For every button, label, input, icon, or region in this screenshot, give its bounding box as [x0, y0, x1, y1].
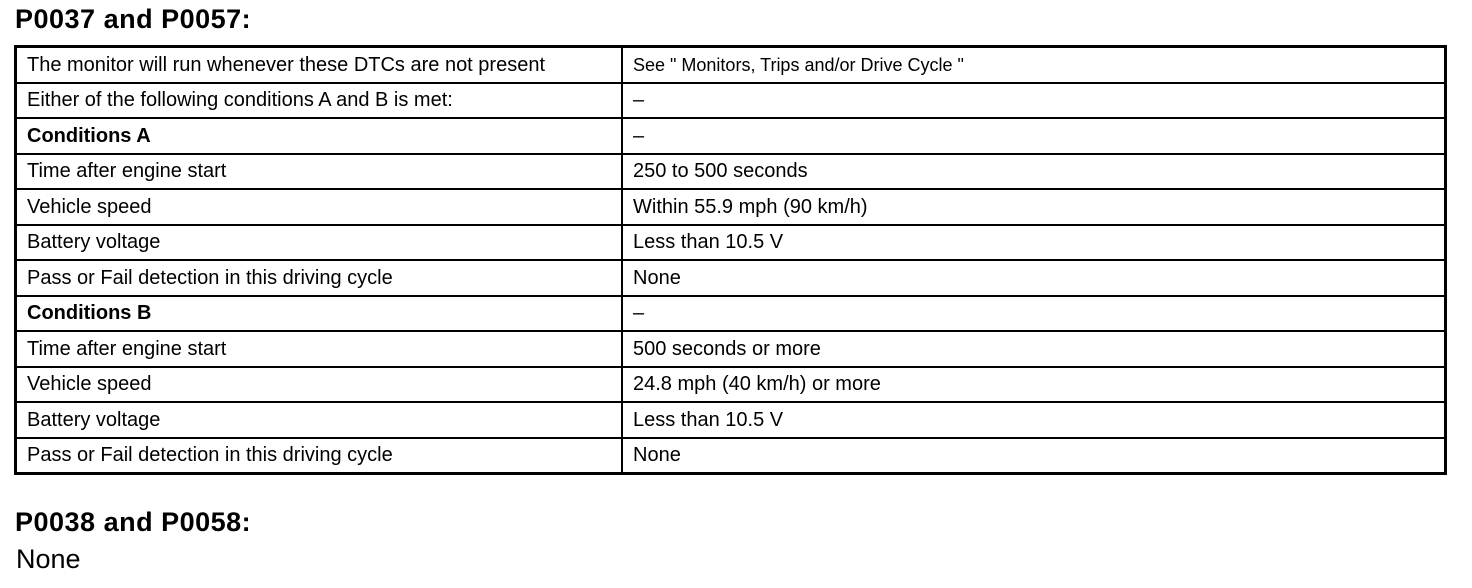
conditions-table [14, 45, 1447, 475]
condition-value-cell: Within 55.9 mph (90 km/h) [622, 189, 1446, 225]
conditions-table-body [16, 47, 1446, 474]
condition-label-cell: Either of the following conditions A and B is met: [16, 83, 623, 119]
table-row [16, 225, 1446, 261]
table-row [16, 331, 1446, 367]
condition-value-cell: None [622, 260, 1446, 296]
condition-label-cell: Pass or Fail detection in this driving cycle [16, 438, 623, 474]
table-row [16, 438, 1446, 474]
table-row [16, 296, 1446, 332]
table-row [16, 83, 1446, 119]
condition-value-cell: Less than 10.5 V [622, 225, 1446, 261]
condition-label-cell: Battery voltage [16, 225, 623, 261]
table-row [16, 189, 1446, 225]
condition-value-cell: 500 seconds or more [622, 331, 1446, 367]
condition-value-cell: 250 to 500 seconds [622, 154, 1446, 190]
table-row [16, 154, 1446, 190]
condition-label-cell: Battery voltage [16, 402, 623, 438]
condition-label-cell: Time after engine start [16, 154, 623, 190]
condition-label-cell: Conditions A [16, 118, 623, 154]
table-row [16, 118, 1446, 154]
condition-label-cell: Time after engine start [16, 331, 623, 367]
condition-value-cell: 24.8 mph (40 km/h) or more [622, 367, 1446, 403]
condition-label-cell: Pass or Fail detection in this driving cycle [16, 260, 623, 296]
condition-value-cell: – [622, 118, 1446, 154]
table-row [16, 367, 1446, 403]
table-row [16, 260, 1446, 296]
condition-label-cell: Conditions B [16, 296, 623, 332]
condition-value-cell: None [622, 438, 1446, 474]
condition-label-cell: Vehicle speed [16, 189, 623, 225]
condition-label-cell: Vehicle speed [16, 367, 623, 403]
condition-value-cell: Less than 10.5 V [622, 402, 1446, 438]
section-2-text: None [16, 544, 81, 574]
condition-value-cell: – [622, 83, 1446, 119]
table-row [16, 47, 1446, 83]
section-heading-p0037-p0057: P0037 and P0057: [15, 4, 252, 34]
table-row [16, 402, 1446, 438]
condition-label-cell: The monitor will run whenever these DTCs are not present [16, 47, 623, 83]
condition-value-cell: See " Monitors, Trips and/or Drive Cycle " [622, 47, 1446, 83]
section-heading-p0038-p0058: P0038 and P0058: [15, 507, 252, 537]
condition-value-cell: – [622, 296, 1446, 332]
